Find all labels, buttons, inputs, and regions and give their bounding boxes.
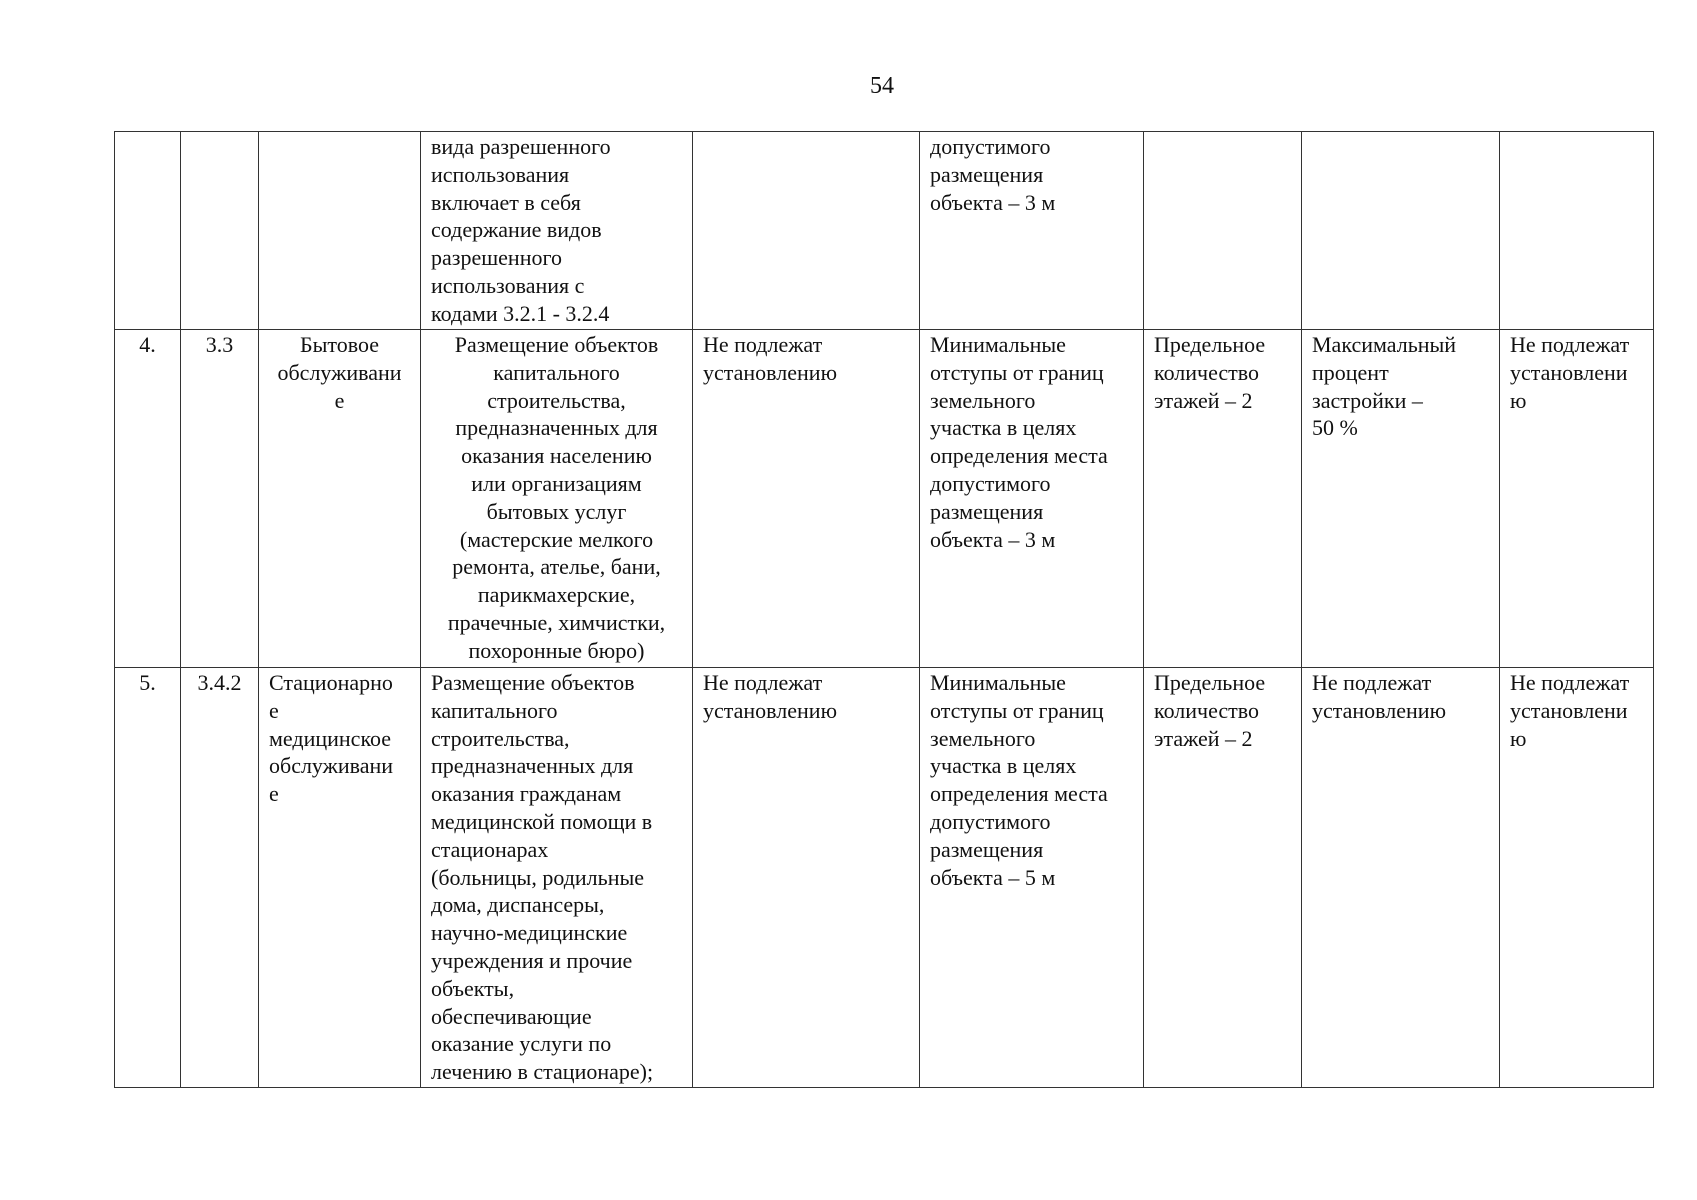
cell-text-line: е [269,781,279,807]
cell-text-line: установлению [703,697,838,723]
cell-text-line: ремонта, ателье, бани, [452,554,661,580]
cell-text-line: содержание видов [431,217,602,243]
cell-text-line: капитального [431,697,558,723]
cell-text-line: е [269,697,279,723]
description-cell [421,330,693,668]
cell-text-line: (мастерские мелкого [459,526,654,552]
row-number-cell: 5. [115,668,181,1088]
use-name-cell [259,132,421,330]
cell-text-line: или организациям [471,470,642,496]
cell-text-line: объекта – 5 м [930,864,1056,890]
cell-text-line: земельного [930,387,1036,413]
setbacks-cell [920,330,1144,668]
cell-text-line: Размещение объектов [454,332,659,357]
cell-text-line: Бытовое [299,332,379,357]
description-cell [421,668,693,1088]
cell-text-line: Предельное [1154,670,1266,695]
cell-text-line: медицинское [269,725,392,751]
cell-text-line: установлени [1510,697,1628,723]
table-row [115,132,1654,330]
row-number-cell [115,132,181,330]
cell-text-line: похоронные бюро) [468,637,645,663]
use-name-cell [259,668,421,1088]
cell-text-line: строительства, [487,387,626,413]
cell-text-line: разрешенного [431,245,562,271]
cell-text-line: допустимого [930,808,1051,834]
cell-text-line: Максимальный [1312,332,1457,357]
cell-text-line: ю [1510,387,1527,413]
cell-text-line: количество [1154,359,1260,385]
cell-text-line: стационарах [431,836,549,862]
cell-text-line: Минимальные [930,670,1066,695]
code-cell [181,132,259,330]
cell-text-line: использования [431,161,570,187]
cell-text-line: земельного [930,725,1036,751]
cell-text-line: определения места [930,781,1108,807]
cell-text-line: отступы от границ [930,359,1104,385]
cell-text-line: участка в целях [930,415,1077,441]
cell-text-line: установлени [1510,359,1628,385]
cell-text-line: парикмахерские, [477,582,636,608]
cell-text-line: размещения [930,836,1044,862]
cell-text-line: предназначенных для [431,753,634,779]
code-cell: 3.3 [181,330,259,668]
cell-text-line: застройки – [1312,387,1423,413]
cell-text-line: обслуживани [277,359,402,385]
cell-text-line: кодами 3.2.1 - 3.2.4 [431,300,610,326]
cell-text-line: Предельное [1154,332,1266,357]
cell-text-line: допустимого [930,134,1051,159]
cell-text-line: участка в целях [930,753,1077,779]
setbacks-cell [920,132,1144,330]
cell-text-line: допустимого [930,470,1051,496]
cell-text-line: ю [1510,725,1527,751]
description-cell [421,132,693,330]
coverage-cell [1302,132,1500,330]
cell-text-line: оказания населению [461,443,652,469]
code-cell: 3.4.2 [181,668,259,1088]
cell-text-line: Стационарно [269,670,393,695]
cell-text-line: е [334,387,345,413]
cell-text-line: медицинской помощи в [431,808,653,834]
floors-cell [1144,132,1302,330]
conditional-use-cell [693,668,920,1088]
setbacks-cell [920,668,1144,1088]
cell-text-line: (больницы, родильные [431,864,645,890]
coverage-cell [1302,330,1500,668]
cell-text-line: 50 % [1312,415,1358,441]
cell-text-line: лечению в стационаре); [431,1059,654,1085]
cell-text-line: количество [1154,697,1260,723]
cell-text-line: Размещение объектов [431,670,635,695]
row-number-cell: 4. [115,330,181,668]
floors-cell [1144,330,1302,668]
floors-cell [1144,668,1302,1088]
cell-text-line: объекта – 3 м [930,189,1056,215]
cell-text-line: предназначенных для [455,415,658,441]
page-number: 54 [870,73,894,99]
use-name-cell [259,330,421,668]
cell-text-line: Минимальные [930,332,1066,357]
cell-text-line: научно-медицинские [431,920,628,946]
cell-text-line: оказание услуги по [431,1031,612,1057]
cell-text-line: прачечные, химчистки, [447,609,666,635]
cell-text-line: оказания гражданам [431,781,622,807]
cell-text-line: определения места [930,443,1108,469]
table-row [115,668,1654,1088]
regulations-table [114,131,1654,1088]
cell-text-line: установлению [703,359,838,385]
cell-text-line: дома, диспансеры, [431,892,605,918]
other-params-cell [1500,668,1654,1088]
coverage-cell [1302,668,1500,1088]
conditional-use-cell [693,132,920,330]
cell-text-line: Не подлежат [1510,670,1630,695]
cell-text-line: размещения [930,161,1044,187]
cell-text-line: Не подлежат [703,332,823,357]
other-params-cell [1500,330,1654,668]
cell-text-line: этажей – 2 [1154,387,1253,413]
cell-text-line: вида разрешенного [431,134,611,159]
cell-text-line: Не подлежат [703,670,823,695]
cell-text-line: использования с [431,272,585,298]
cell-text-line: включает в себя [431,189,581,215]
cell-text-line: объекта – 3 м [930,526,1056,552]
cell-text-line: процент [1312,359,1389,385]
cell-text-line: обеспечивающие [431,1003,592,1029]
cell-text-line: капитального [493,359,620,385]
cell-text-line: размещения [930,498,1044,524]
cell-text-line: установлению [1312,697,1447,723]
cell-text-line: объекты, [431,975,515,1001]
conditional-use-cell [693,330,920,668]
cell-text-line: отступы от границ [930,697,1104,723]
cell-text-line: этажей – 2 [1154,725,1253,751]
cell-text-line: бытовых услуг [486,498,627,524]
other-params-cell [1500,132,1654,330]
table-row [115,330,1654,668]
cell-text-line: учреждения и прочие [431,947,633,973]
cell-text-line: Не подлежат [1510,332,1630,357]
cell-text-line: обслуживани [269,753,394,779]
cell-text-line: строительства, [431,725,570,751]
cell-text-line: Не подлежат [1312,670,1432,695]
